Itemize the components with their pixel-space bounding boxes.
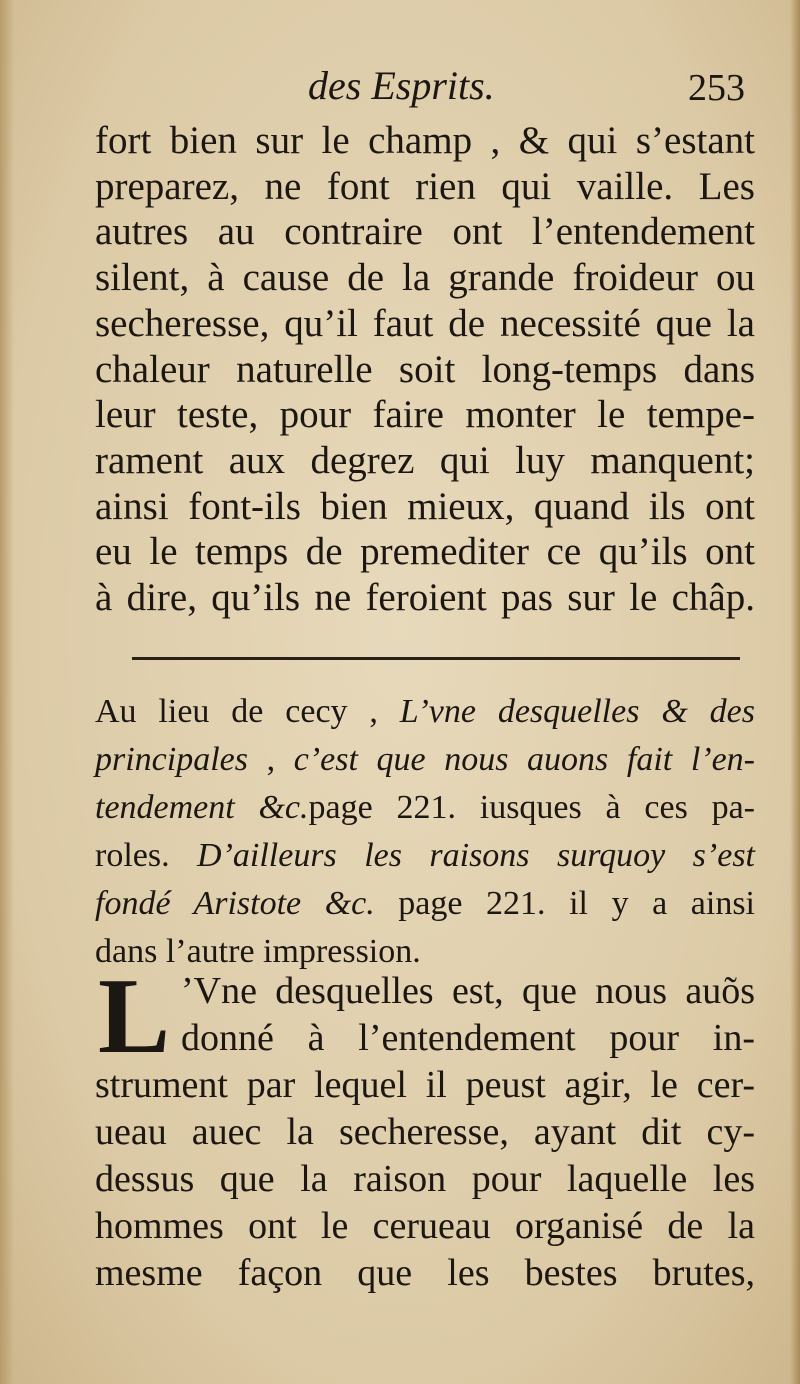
text-line: strument par lequel il peust agir, le cer- <box>95 1064 755 1106</box>
text-line: fort bien sur le champ , & qui s’estant <box>95 119 755 162</box>
text-line: mesme façon que les bestes brutes, <box>95 1252 755 1294</box>
text-line: rament aux degrez qui luy manquent; <box>95 438 755 482</box>
note-line: Au lieu de cecy , L’vne desquelles & des <box>95 693 755 730</box>
text-line: donné à l’entendement pour in- <box>181 1017 755 1059</box>
text-line: silent, à cause de la grande froideur ou <box>95 256 755 300</box>
page-number: 253 <box>688 67 745 109</box>
note-line: dans l’autre impression. <box>95 933 421 970</box>
text-line: dessus que la raison pour laquelle les <box>95 1158 755 1200</box>
text-line: chaleur naturelle soit long-temps dans <box>95 347 755 391</box>
text-line: preparez, ne font rien qui vaille. Les <box>95 164 755 208</box>
note-line: roles. D’ailleurs les raisons surquoy s’est <box>95 837 755 874</box>
section-divider-rule <box>132 657 740 660</box>
text-line: hommes ont le cerueau organisé de la <box>95 1205 755 1247</box>
text-line: secheresse, qu’il faut de necessité que la <box>95 301 755 345</box>
text-line: ueau auec la secheresse, ayant dit cy- <box>95 1111 755 1153</box>
text-line: autres au contraire ont l’entendement <box>95 210 755 254</box>
paragraph-1 <box>95 118 755 621</box>
text-line: à dire, qu’ils ne feroient pas sur le châp. <box>95 576 755 620</box>
page-header <box>300 62 745 112</box>
editorial-note <box>95 688 755 976</box>
text-line: ’Vne desquelles est, que nous auõs <box>181 970 755 1012</box>
running-title: des Esprits. <box>308 63 495 108</box>
drop-cap: L <box>98 957 171 1076</box>
note-line: tendement &c.page 221. iusques à ces pa- <box>95 789 755 826</box>
text-line: leur teste, pour faire monter le tempe- <box>95 393 755 437</box>
text-line: ainsi font-ils bien mieux, quand ils ont <box>95 484 755 528</box>
text-line: eu le temps de premediter ce qu’ils ont <box>95 530 755 574</box>
note-line: fondé Aristote &c. page 221. il y a ainsi <box>95 885 755 922</box>
note-line: principales , c’est que nous auons fait l’en- <box>95 741 755 778</box>
page-edge-shadow-left <box>0 0 14 1384</box>
paragraph-2 <box>95 957 755 1297</box>
page-edge-shadow-right <box>790 0 800 1384</box>
